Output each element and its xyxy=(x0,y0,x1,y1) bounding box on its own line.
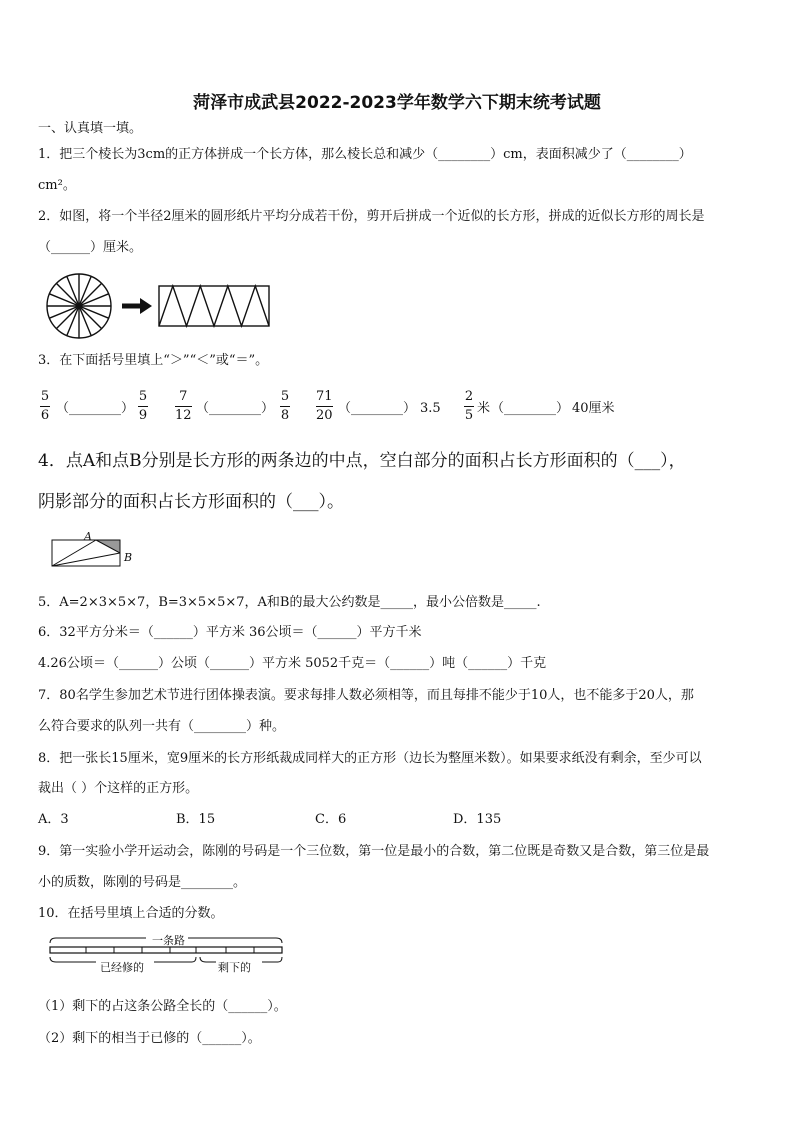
question-9-line-1: 9．第一实验小学开运动会，陈刚的号码是一个三位数，第一位是最小的合数，第二位既是奇数又是合数，第三位是最 xyxy=(38,844,710,859)
question-9-line-2: 小的质数，陈刚的号码是________。 xyxy=(38,875,247,890)
circle-sector-line xyxy=(79,283,102,306)
circle-to-rectangle-figure xyxy=(44,270,274,344)
question-7-line-1: 7．80名学生参加艺术节进行团体操表演。要求每排人数必须相等，而且每排不能少于10人，也不能多于20人，那 xyxy=(38,688,694,703)
question-4-line-2: 阴影部分的面积占长方形面积的（___）。 xyxy=(38,492,344,512)
arrow-icon xyxy=(122,298,152,314)
option-a[interactable]: A．3 xyxy=(38,812,69,827)
compare-blank-2[interactable]: （________） xyxy=(196,401,275,416)
question-8-line-2: 裁出（ ）个这样的正方形。 xyxy=(38,781,199,796)
road-label: 一条路 xyxy=(152,934,185,947)
question-8-line-1: 8．把一张长15厘米，宽9厘米的长方形纸裁成同样大的正方形（边长为整厘米数）。如果要求纸没有剩余，至少可以 xyxy=(38,751,702,766)
question-10-prompt: 10．在括号里填上合适的分数。 xyxy=(38,906,224,921)
compare-blank-1[interactable]: （________） xyxy=(56,401,135,416)
fraction-5-8: 5 8 xyxy=(280,389,290,423)
fraction-2-5: 2 5 xyxy=(464,389,474,423)
option-d[interactable]: D．135 xyxy=(453,812,502,827)
section-heading: 一、认真填一填。 xyxy=(38,121,143,136)
question-5: 5．A=2×3×5×7，B=3×5×5×7，A和B的最大公约数是_____，最小公倍数是_____. xyxy=(38,595,541,610)
question-3-prompt: 3．在下面括号里填上“＞”“＜”或“＝”。 xyxy=(38,353,269,368)
question-10-sub-2: （2）剩下的相当于已修的（______）。 xyxy=(38,1031,261,1046)
option-c[interactable]: C．6 xyxy=(315,812,347,827)
question-2-line-1: 2．如图，将一个半径2厘米的圆形纸片平均分成若干份，剪开后拼成一个近似的长方形，拼成的近似长方形的周长是 xyxy=(38,209,705,224)
question-7-line-2: 么符合要求的队列一共有（________）种。 xyxy=(38,719,286,734)
circle-sector-line xyxy=(56,306,79,329)
remaining-portion-label: 剩下的 xyxy=(218,961,251,974)
fraction-5-9: 5 9 xyxy=(138,389,148,423)
option-b[interactable]: B．15 xyxy=(176,812,216,827)
circle-sector-line xyxy=(56,283,79,306)
compare-blank-4[interactable]: （________） xyxy=(491,401,570,416)
compare-blank-3[interactable]: （________） xyxy=(338,401,417,416)
fraction-7-12: 7 12 xyxy=(175,389,192,423)
fraction-71-20: 71 20 xyxy=(316,389,333,423)
question-10-sub-1: （1）剩下的占这条公路全长的（______）。 xyxy=(38,999,287,1014)
divided-circle xyxy=(47,274,111,338)
built-portion-label: 已经修的 xyxy=(100,961,144,974)
question-6-line-1: 6．32平方分米＝（______）平方米 36公顷＝（______）平方千米 xyxy=(38,625,422,640)
unit-meter: 米 xyxy=(477,401,491,416)
value-40cm: 40厘米 xyxy=(572,401,615,416)
point-b-label: B xyxy=(124,551,133,564)
question-4-line-1: 4．点A和点B分别是长方形的两条边的中点，空白部分的面积占长方形面积的（___）， xyxy=(38,451,686,471)
question-1-line-2: cm²。 xyxy=(38,178,76,193)
zigzag-rectangle xyxy=(159,286,269,326)
fraction-5-6: 5 6 xyxy=(40,389,50,423)
question-2-line-2: （______）厘米。 xyxy=(38,240,143,255)
page-title: 菏泽市成武县2022-2023学年数学六下期末统考试题 xyxy=(193,93,601,113)
rectangle-shaded-figure xyxy=(50,530,140,570)
question-6-line-2: 4.26公顷＝（______）公顷（______）平方米 5052千克＝（______）吨（______）千克 xyxy=(38,656,547,671)
circle-sector-line xyxy=(79,306,102,329)
question-1-line-1: 1．把三个棱长为3cm的正方体拼成一个长方体，那么棱长总和减少（________）cm，表面积减少了（________） xyxy=(38,147,692,162)
point-a-label: A xyxy=(84,530,92,543)
value-3-5: 3.5 xyxy=(420,401,441,416)
